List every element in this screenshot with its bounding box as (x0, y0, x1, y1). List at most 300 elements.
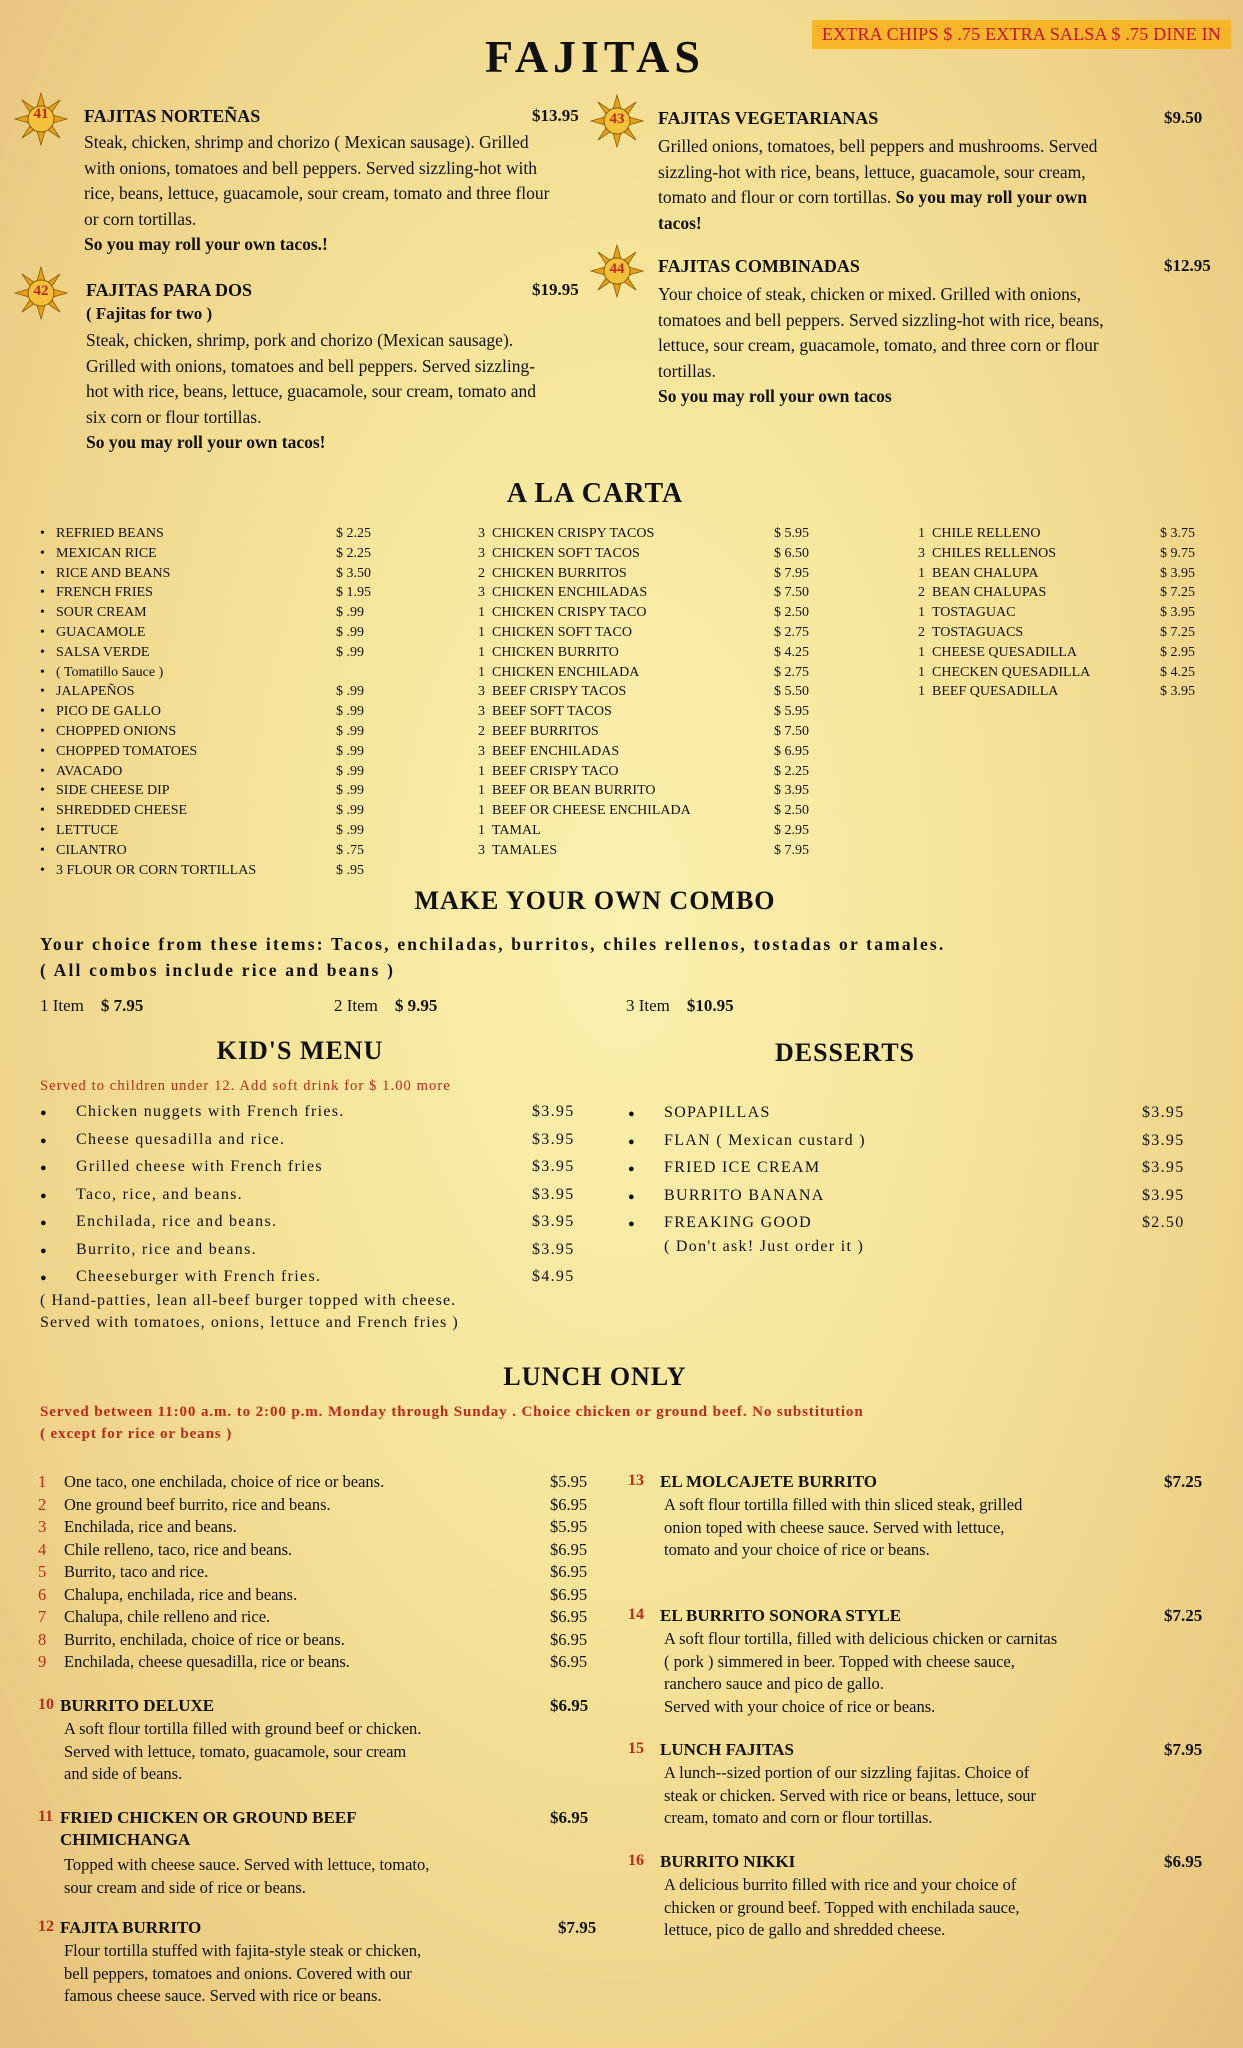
bullet-icon: ● (40, 1189, 48, 1202)
lunch-item (38, 1585, 598, 1608)
carta-item-name: TOSTAGUACS (932, 624, 1024, 640)
special-description-line: Topped with cheese sauce. Served with lettuce, tomato, (64, 1855, 430, 1874)
carta-item-price: $ 7.95 (774, 565, 809, 581)
carta-qty: 3 (478, 704, 485, 720)
carta-item-name: BEEF QUESADILLA (932, 684, 1059, 700)
lunch-item-name: Enchilada, cheese quesadilla, rice or beans. (64, 1652, 350, 1671)
carta-qty: • (40, 743, 45, 759)
dessert-price: $3.95 (1142, 1104, 1185, 1121)
carta-row (40, 663, 370, 683)
carta-qty: • (40, 605, 45, 621)
lunch-item-price: $5.95 (550, 1517, 588, 1536)
carta-item-price: $ 1.95 (336, 585, 371, 601)
kids-item-price: $3.95 (532, 1158, 575, 1175)
special-number: 16 (628, 1852, 644, 1869)
special-price: $7.95 (1164, 1740, 1203, 1759)
lunch-item-price: $6.95 (550, 1562, 588, 1581)
dessert-item (628, 1159, 1193, 1187)
carta-row (478, 742, 818, 762)
carta-item-name: CILANTRO (56, 842, 127, 858)
item-price: $9.50 (1164, 108, 1203, 127)
carta-qty: 1 (478, 605, 485, 621)
carta-item-name: BEEF BURRITOS (492, 723, 599, 739)
carta-item-price: $ 2.75 (774, 624, 809, 640)
carta-qty: • (40, 723, 45, 739)
combo-option-label: 3 Item (626, 996, 670, 1015)
carta-item-name: 3 FLOUR OR CORN TORTILLAS (56, 862, 257, 878)
carta-item-price: $ .75 (336, 842, 364, 858)
carta-row (918, 663, 1204, 683)
special-description-line: A soft flour tortilla filled with thin sliced steak, grilled (664, 1495, 1023, 1514)
dessert-price: $3.95 (1142, 1131, 1185, 1149)
lunch-item (38, 1495, 598, 1518)
carta-item-name: TAMALES (492, 842, 557, 858)
carta-item-price: $ 3.50 (336, 565, 371, 581)
kids-item-name: Enchilada, rice and beans. (76, 1213, 278, 1230)
carta-item-name: BEEF OR BEAN BURRITO (492, 783, 656, 799)
carta-item-price: $ 7.25 (1160, 624, 1195, 640)
lunch-item-name: Burrito, taco and rice. (64, 1562, 209, 1581)
lunch-item-price: $6.95 (550, 1652, 588, 1671)
item-description (86, 328, 556, 456)
carta-row (40, 603, 370, 623)
carta-item-price: $ .99 (336, 684, 364, 700)
dessert-price: $3.95 (1142, 1159, 1185, 1176)
carta-item-price: $ 5.95 (774, 704, 809, 720)
special-number: 13 (628, 1472, 644, 1489)
item-description-text: Grilled onions, tomatoes, bell peppers and mushrooms. Served sizzling-hot with rice, beans, lettuce, guacamole, sour cream, tomato and flour or corn tortillas. (658, 136, 1098, 207)
carta-qty: 3 (478, 743, 485, 759)
special-price: $6.95 (1164, 1852, 1203, 1871)
carta-item-price: $ 4.25 (1160, 664, 1195, 680)
special-number: 11 (38, 1808, 54, 1825)
special-description-line: A lunch--sized portion of our sizzling fajitas. Choice of (664, 1763, 1030, 1782)
combo-description: Your choice from these items: Tacos, enchiladas, burritos, chiles rellenos, tostadas or tamales. (40, 934, 946, 954)
carta-qty: 1 (478, 664, 485, 680)
carta-item-name: CHILE RELLENO (932, 526, 1041, 541)
carta-item-price: $ 2.25 (336, 526, 371, 541)
carta-item-price: $ 2.50 (774, 605, 809, 621)
carta-row (40, 742, 370, 762)
dessert-note: ( Don't ask! Just order it ) (664, 1238, 865, 1255)
lunch-item-price: $6.95 (550, 1584, 588, 1604)
carta-item-name: SALSA VERDE (56, 644, 150, 660)
kids-item-price: $3.95 (532, 1130, 575, 1148)
kids-menu-footnote-2: Served with tomatoes, onions, lettuce and French fries ) (40, 1314, 459, 1331)
item-description-text: Your choice of steak, chicken or mixed. Grilled with onions, tomatoes and bell peppers. Served sizzling-hot with rice, beans, lettuce, sour cream, guacamole, tomato, and three corn or flour tortillas. (658, 284, 1104, 381)
carta-qty: 1 (478, 644, 485, 660)
item-number: 43 (609, 111, 625, 127)
special-description-line: steak or chicken. Served with rice or beans, lettuce, sour (664, 1785, 1037, 1805)
carta-row (478, 643, 818, 663)
carta-item-name: AVACADO (56, 763, 123, 779)
carta-item-name: PICO DE GALLO (56, 704, 161, 720)
carta-qty: • (40, 783, 45, 799)
special-number: 12 (38, 1918, 54, 1935)
special-description-line: Flour tortilla stuffed with fajita-style steak or chicken, (64, 1941, 422, 1960)
lunch-item-number: 7 (38, 1607, 47, 1626)
carta-item-name: BEAN CHALUPAS (932, 585, 1047, 601)
item-description (658, 134, 1128, 236)
carta-row (478, 564, 818, 584)
carta-item-price: $ 2.95 (1160, 644, 1195, 660)
kids-item-price: $3.95 (532, 1213, 575, 1230)
carta-row (478, 722, 818, 742)
carta-row (918, 682, 1204, 702)
bullet-icon: ● (40, 1217, 48, 1229)
carta-qty: • (40, 763, 45, 779)
lunch-numbered-list (38, 1472, 598, 1675)
carta-row (478, 524, 818, 544)
carta-item-price: $ .99 (336, 822, 364, 838)
special-price: $7.95 (558, 1918, 597, 1937)
carta-row (40, 623, 370, 643)
kids-item-name: Chicken nuggets with French fries. (76, 1103, 345, 1120)
special-description-line: lettuce, pico de gallo and shredded cheese. (664, 1920, 946, 1939)
item-number: 41 (33, 106, 49, 122)
lunch-title: LUNCH ONLY (503, 1362, 687, 1391)
carta-row (918, 603, 1204, 623)
combo-title: MAKE YOUR OWN COMBO (414, 886, 776, 915)
dessert-item (628, 1104, 1193, 1132)
combo-option-price: $10.95 (686, 996, 734, 1015)
special-price: $7.25 (1164, 1472, 1203, 1491)
extras-banner: EXTRA CHIPS $ .75 EXTRA SALSA $ .75 DINE IN (812, 20, 1231, 49)
bullet-icon: ● (628, 1163, 636, 1175)
carta-item-price: $ 3.75 (1160, 526, 1195, 541)
carta-row (40, 524, 370, 544)
carta-item-price: $ 9.75 (1160, 545, 1195, 561)
carta-row (478, 623, 818, 643)
carta-item-name: BEAN CHALUPA (932, 565, 1039, 581)
bullet-icon: ● (40, 1272, 48, 1284)
carta-qty: 3 (478, 684, 485, 700)
carta-row (40, 781, 370, 801)
special-description-line: A delicious burrito filled with rice and your choice of (664, 1875, 1017, 1894)
carta-item-name: CHILES RELLENOS (932, 545, 1057, 561)
lunch-item-name: Chalupa, chile relleno and rice. (64, 1607, 271, 1626)
lunch-note-1: Served between 11:00 a.m. to 2:00 p.m. Monday through Sunday . Choice chicken or ground beef. No substitution (40, 1404, 864, 1420)
special-name: LUNCH FAJITAS (660, 1740, 794, 1759)
carta-item-name: CHEESE QUESADILLA (932, 644, 1078, 660)
item-name: FAJITAS VEGETARIANAS (658, 108, 879, 128)
carta-item-name: ( Tomatillo Sauce ) (56, 664, 164, 680)
bullet-icon: ● (628, 1190, 636, 1203)
carta-item-name: BEEF SOFT TACOS (492, 704, 612, 720)
item-description (84, 130, 564, 258)
lunch-item-price: $6.95 (550, 1494, 588, 1514)
carta-qty: 3 (478, 545, 485, 561)
carta-qty: 1 (478, 763, 485, 779)
carta-row (478, 583, 818, 603)
special-number: 14 (628, 1606, 644, 1623)
carta-row (40, 682, 370, 702)
carta-row (478, 821, 818, 841)
special-description-line: and side of beans. (64, 1764, 183, 1783)
carta-item-name: GUACAMOLE (56, 624, 146, 640)
carta-item-name: CHICKEN ENCHILADAS (492, 585, 648, 601)
carta-qty: • (40, 644, 45, 660)
carta-item-name: TOSTAGUAC (932, 605, 1016, 621)
special-name: BURRITO DELUXE (60, 1696, 215, 1715)
carta-row (918, 623, 1204, 643)
special-description-line: Served with lettuce, tomato, guacamole, sour cream (64, 1741, 407, 1761)
a-la-carta-column-3 (918, 524, 1204, 702)
item-description-text: Steak, chicken, shrimp, pork and chorizo (Mexican sausage). Grilled with onions, tomatoes and bell peppers. Served sizzling-hot with rice, beans, lettuce, guacamole, sour cream, tomato and six corn or flour tortillas. (86, 330, 536, 427)
carta-row (478, 663, 818, 683)
lunch-item (38, 1652, 598, 1675)
lunch-item (38, 1472, 598, 1495)
kids-menu-title: KID'S MENU (216, 1036, 384, 1065)
carta-qty: 2 (478, 565, 485, 581)
item-tagline: So you may roll your own tacos! (658, 187, 1088, 233)
bullet-icon: ● (628, 1135, 636, 1148)
special-number: 15 (628, 1740, 644, 1757)
carta-qty: 3 (478, 842, 485, 858)
carta-row (40, 564, 370, 584)
carta-row (40, 762, 370, 782)
carta-qty: • (40, 565, 45, 581)
carta-row (918, 643, 1204, 663)
bullet-icon: ● (40, 1244, 48, 1257)
special-description-line: A soft flour tortilla filled with ground beef or chicken. (64, 1719, 422, 1738)
lunch-item (38, 1562, 598, 1585)
carta-qty: • (40, 526, 45, 541)
special-name-line-2: CHIMICHANGA (60, 1830, 191, 1849)
kids-item-price: $3.95 (532, 1185, 575, 1203)
item-number: 44 (609, 261, 625, 277)
carta-item-price: $ 3.95 (1160, 605, 1195, 621)
carta-row (478, 702, 818, 722)
kids-menu-note: Served to children under 12. Add soft drink for $ 1.00 more (40, 1078, 451, 1094)
kids-item-price: $3.95 (532, 1103, 575, 1120)
special-price: $6.95 (550, 1808, 589, 1827)
page-title: FAJITAS (485, 31, 705, 82)
desserts-title: DESSERTS (774, 1038, 916, 1067)
special-description-line: tomato and your choice of rice or beans. (664, 1540, 930, 1559)
kids-item-name: Cheese quesadilla and rice. (76, 1130, 286, 1148)
bullet-icon: ● (628, 1218, 636, 1230)
carta-item-price: $ .99 (336, 763, 364, 779)
special-description-line: bell peppers, tomatoes and onions. Covered with our (64, 1963, 412, 1983)
carta-qty: 1 (478, 822, 485, 838)
item-name: FAJITAS COMBINADAS (658, 256, 860, 276)
carta-item-price: $ 7.50 (774, 585, 809, 601)
carta-qty: 3 (478, 585, 485, 601)
carta-item-name: CHOPPED TOMATOES (56, 743, 198, 759)
bullet-icon: ● (40, 1134, 48, 1147)
special-description-line: Served with your choice of rice or beans. (664, 1696, 936, 1716)
carta-row (40, 702, 370, 722)
carta-item-price: $ .99 (336, 803, 364, 819)
item-tagline: So you may roll your own tacos! (86, 432, 326, 452)
carta-qty: 3 (478, 526, 485, 541)
special-description-line: onion toped with cheese sauce. Served with lettuce, (664, 1517, 1005, 1537)
kids-menu-item (40, 1186, 600, 1214)
special-name: BURRITO NIKKI (660, 1852, 796, 1871)
carta-item-name: RICE AND BEANS (56, 565, 171, 581)
item-description-text: Steak, chicken, shrimp and chorizo ( Mexican sausage). Grilled with onions, tomatoes and bell peppers. Served sizzling-hot with rice, beans, lettuce, guacamole, sour cream, tomato and three flour or corn tortillas. (84, 132, 550, 229)
kids-menu-item (40, 1103, 600, 1131)
carta-qty: 1 (918, 664, 925, 680)
carta-item-name: CHICKEN ENCHILADA (492, 664, 640, 680)
carta-row (918, 524, 1204, 544)
carta-item-name: LETTUCE (56, 822, 119, 838)
carta-qty: 1 (918, 684, 925, 700)
kids-menu-item (40, 1158, 600, 1186)
kids-item-name: Taco, rice, and beans. (76, 1185, 243, 1203)
lunch-item-price: $6.95 (550, 1629, 588, 1649)
carta-item-price: $ .99 (336, 605, 364, 621)
carta-item-name: SOUR CREAM (56, 605, 147, 621)
carta-row (40, 643, 370, 663)
carta-item-price: $ 7.50 (774, 723, 809, 739)
carta-item-name: JALAPEÑOS (56, 684, 135, 700)
carta-item-name: SHREDDED CHEESE (56, 803, 188, 819)
special-description-line: A soft flour tortilla, filled with delicious chicken or carnitas (664, 1629, 1058, 1648)
carta-item-price: $ .95 (336, 862, 364, 878)
special-name: FRIED CHICKEN OR GROUND BEEF (60, 1808, 357, 1827)
carta-row (918, 564, 1204, 584)
kids-menu-footnote-1: ( Hand-patties, lean all-beef burger topped with cheese. (40, 1292, 457, 1309)
carta-item-name: BEEF ENCHILADAS (492, 743, 620, 759)
lunch-item-name: One ground beef burrito, rice and beans. (64, 1494, 331, 1514)
carta-item-price: $ .99 (336, 624, 364, 640)
bullet-icon: ● (628, 1108, 636, 1120)
carta-row (40, 841, 370, 861)
combo-option-1 (40, 996, 143, 1016)
lunch-item (38, 1607, 598, 1630)
carta-item-price: $ 2.75 (774, 664, 809, 680)
carta-item-name: TAMAL (492, 822, 541, 838)
carta-row (40, 544, 370, 564)
carta-item-price: $ 3.95 (774, 783, 809, 799)
special-name: EL MOLCAJETE BURRITO (660, 1472, 877, 1491)
carta-item-price: $ 5.50 (774, 684, 809, 700)
carta-qty: 1 (478, 803, 485, 819)
kids-menu-item (40, 1213, 600, 1241)
carta-item-price: $ 6.95 (774, 743, 809, 759)
lunch-item (38, 1540, 598, 1563)
carta-qty: • (40, 664, 45, 680)
item-subtitle: ( Fajitas for two ) (86, 304, 213, 323)
a-la-carta-title: A LA CARTA (506, 478, 684, 509)
lunch-item-number: 6 (38, 1584, 47, 1604)
carta-row (40, 801, 370, 821)
carta-item-price: $ 3.95 (1160, 684, 1195, 700)
carta-row (40, 722, 370, 742)
bullet-icon: ● (40, 1107, 48, 1119)
dessert-name: SOPAPILLAS (664, 1104, 771, 1121)
lunch-item-name: Burrito, enchilada, choice of rice or beans. (64, 1629, 345, 1649)
dessert-name: FREAKING GOOD (664, 1214, 813, 1231)
carta-item-name: SIDE CHEESE DIP (56, 783, 170, 799)
item-name: FAJITAS NORTEÑAS (84, 106, 261, 126)
special-description-line: ( pork ) simmered in beer. Topped with cheese sauce, (664, 1651, 1015, 1671)
a-la-carta-column-1 (40, 524, 370, 880)
special-description-line: cream, tomato and corn or flour tortillas. (664, 1808, 933, 1827)
item-price: $13.95 (532, 106, 579, 125)
carta-item-name: MEXICAN RICE (56, 545, 157, 561)
carta-qty: • (40, 585, 45, 601)
carta-row (478, 781, 818, 801)
desserts-list (628, 1104, 1193, 1242)
combo-option-label: 1 Item (40, 996, 84, 1015)
special-name: FAJITA BURRITO (60, 1918, 202, 1937)
carta-item-name: CHICKEN CRISPY TACOS (492, 526, 655, 541)
carta-item-name: CHICKEN BURRITO (492, 644, 619, 660)
carta-item-price: $ 7.95 (774, 842, 809, 858)
combo-option-price: $ 7.95 (100, 996, 144, 1015)
carta-item-price: $ .99 (336, 783, 364, 799)
carta-item-price: $ 2.25 (336, 545, 371, 561)
kids-menu-list (40, 1103, 600, 1296)
lunch-item-name: Enchilada, rice and beans. (64, 1517, 237, 1536)
item-tagline: So you may roll your own tacos (658, 386, 892, 406)
carta-item-price: $ .99 (336, 723, 364, 739)
carta-item-price: $ 7.25 (1160, 585, 1195, 601)
carta-qty: 2 (918, 624, 925, 640)
carta-item-price: $ .99 (336, 644, 364, 660)
carta-row (918, 544, 1204, 564)
combo-option-price: $ 9.95 (394, 996, 438, 1015)
lunch-item-price: $6.95 (550, 1607, 588, 1626)
carta-item-name: CHOPPED ONIONS (56, 723, 177, 739)
carta-row (478, 801, 818, 821)
lunch-item-number: 5 (38, 1562, 47, 1581)
special-price: $6.95 (550, 1696, 589, 1715)
item-price: $19.95 (532, 280, 579, 299)
combo-option-3 (626, 996, 734, 1016)
dessert-item (628, 1187, 1193, 1215)
carta-item-name: CHICKEN SOFT TACO (492, 624, 632, 640)
carta-qty: 1 (478, 783, 485, 799)
carta-qty: 2 (918, 585, 925, 601)
lunch-item-name: Chalupa, enchilada, rice and beans. (64, 1584, 298, 1604)
lunch-item-number: 3 (38, 1517, 47, 1536)
item-name: FAJITAS PARA DOS (86, 280, 253, 300)
carta-qty: • (40, 803, 45, 819)
special-number: 10 (38, 1696, 54, 1713)
carta-row (40, 861, 370, 881)
carta-item-price: $ 4.25 (774, 644, 809, 660)
item-description (658, 282, 1128, 410)
carta-qty: • (40, 545, 45, 561)
carta-qty: • (40, 684, 45, 700)
carta-item-price: $ 2.95 (774, 822, 809, 838)
a-la-carta-column-2 (478, 524, 818, 861)
carta-qty: • (40, 862, 45, 878)
combo-option-label: 2 Item (334, 996, 378, 1015)
carta-row (478, 841, 818, 861)
carta-qty: 1 (478, 624, 485, 640)
special-description-line: ranchero sauce and pico de gallo. (664, 1674, 884, 1693)
kids-menu-item (40, 1131, 600, 1159)
carta-item-price: $ 6.50 (774, 545, 809, 561)
carta-row (478, 682, 818, 702)
lunch-note-2: ( except for rice or beans ) (40, 1426, 233, 1442)
carta-row (918, 583, 1204, 603)
carta-qty: 3 (918, 545, 925, 561)
carta-item-name: FRENCH FRIES (56, 585, 153, 601)
bullet-icon: ● (40, 1162, 48, 1174)
special-name: EL BURRITO SONORA STYLE (660, 1606, 902, 1625)
carta-row (40, 821, 370, 841)
carta-row (478, 603, 818, 623)
lunch-item-price: $5.95 (550, 1472, 588, 1491)
carta-qty: • (40, 822, 45, 838)
carta-item-price: $ 2.25 (774, 763, 809, 779)
